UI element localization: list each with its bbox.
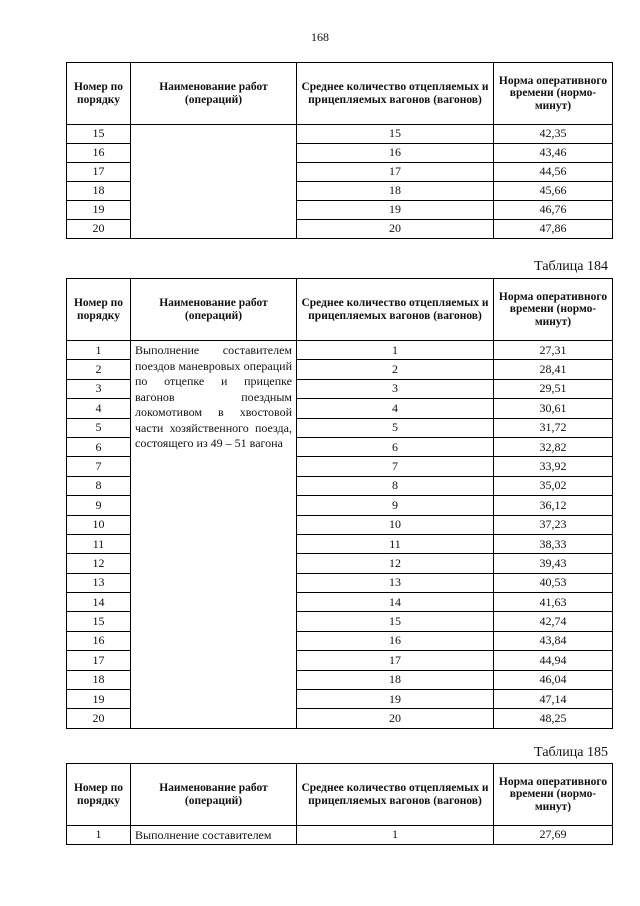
cell-norm-time: 28,41 <box>494 360 613 379</box>
cell-norm-time: 42,74 <box>494 612 613 631</box>
cell-wagon-count: 17 <box>297 163 494 182</box>
cell-wagon-count: 19 <box>297 690 494 709</box>
cell-row-number: 1 <box>67 341 131 360</box>
cell-norm-time: 31,72 <box>494 418 613 437</box>
header-work: Наименование работ (операций) <box>131 63 297 125</box>
cell-wagon-count: 12 <box>297 554 494 573</box>
cell-wagon-count: 5 <box>297 418 494 437</box>
cell-row-number: 1 <box>67 826 131 845</box>
cell-wagon-count: 13 <box>297 573 494 592</box>
header-num: Номер по порядку <box>67 279 131 341</box>
table-body <box>67 341 613 729</box>
cell-row-number: 18 <box>67 182 131 201</box>
header-norm: Норма оперативного времени (нормо-минут) <box>494 764 613 826</box>
cell-wagon-count: 16 <box>297 631 494 650</box>
cell-norm-time: 29,51 <box>494 379 613 398</box>
page-number: 168 <box>311 30 329 44</box>
cell-wagon-count: 9 <box>297 496 494 515</box>
cell-norm-time: 36,12 <box>494 496 613 515</box>
table-row <box>67 826 613 845</box>
cell-norm-time: 30,61 <box>494 399 613 418</box>
cell-row-number: 11 <box>67 534 131 553</box>
cell-wagon-count: 11 <box>297 534 494 553</box>
cell-row-number: 5 <box>67 418 131 437</box>
cell-norm-time: 46,76 <box>494 201 613 220</box>
cell-wagon-count: 20 <box>297 220 494 239</box>
cell-row-number: 2 <box>67 360 131 379</box>
header-num: Номер по порядку <box>67 764 131 826</box>
cell-row-number: 4 <box>67 399 131 418</box>
table-caption-184: Таблица 184 <box>534 259 608 274</box>
table-body <box>67 826 613 845</box>
cell-norm-time: 43,84 <box>494 631 613 650</box>
cell-norm-time: 47,86 <box>494 220 613 239</box>
cell-row-number: 9 <box>67 496 131 515</box>
header-wagons: Среднее количество отцепляемых и прицепляемых вагонов (вагонов) <box>297 63 494 125</box>
cell-norm-time: 45,66 <box>494 182 613 201</box>
cell-norm-time: 38,33 <box>494 534 613 553</box>
cell-norm-time: 47,14 <box>494 690 613 709</box>
cell-norm-time: 41,63 <box>494 593 613 612</box>
table-caption-185: Таблица 185 <box>534 745 608 760</box>
cell-row-number: 10 <box>67 515 131 534</box>
cell-norm-time: 35,02 <box>494 476 613 495</box>
cell-wagon-count: 10 <box>297 515 494 534</box>
header-wagons: Среднее количество отцепляемых и прицепляемых вагонов (вагонов) <box>297 279 494 341</box>
header-num: Номер по порядку <box>67 63 131 125</box>
header-work: Наименование работ (операций) <box>131 764 297 826</box>
cell-operation: Выполнение составителем <box>131 826 297 845</box>
table-header-row <box>67 279 613 341</box>
cell-wagon-count: 18 <box>297 182 494 201</box>
cell-norm-time: 40,53 <box>494 573 613 592</box>
table-header-row <box>67 63 613 125</box>
cell-operation: Выполнение составителем поездов маневровых операций по отцепке и прицепке вагонов поездным локомотивом в хвостовой части хозяйственного поезда, состоящего из 49 – 51 вагона <box>131 341 297 729</box>
cell-row-number: 17 <box>67 163 131 182</box>
cell-norm-time: 48,25 <box>494 709 613 728</box>
cell-norm-time: 27,31 <box>494 341 613 360</box>
cell-row-number: 16 <box>67 144 131 163</box>
cell-row-number: 19 <box>67 690 131 709</box>
cell-norm-time: 37,23 <box>494 515 613 534</box>
norms-table-185 <box>66 763 613 845</box>
cell-wagon-count: 17 <box>297 651 494 670</box>
cell-row-number: 17 <box>67 651 131 670</box>
header-norm: Норма оперативного времени (нормо-минут) <box>494 279 613 341</box>
cell-wagon-count: 4 <box>297 399 494 418</box>
header-norm: Норма оперативного времени (нормо-минут) <box>494 63 613 125</box>
cell-row-number: 19 <box>67 201 131 220</box>
cell-wagon-count: 19 <box>297 201 494 220</box>
cell-wagon-count: 20 <box>297 709 494 728</box>
cell-operation <box>131 125 297 239</box>
norms-table-184 <box>66 278 613 729</box>
cell-row-number: 3 <box>67 379 131 398</box>
table-row <box>67 341 613 360</box>
cell-row-number: 16 <box>67 631 131 650</box>
cell-norm-time: 43,46 <box>494 144 613 163</box>
cell-row-number: 15 <box>67 125 131 144</box>
cell-row-number: 6 <box>67 437 131 456</box>
cell-row-number: 20 <box>67 709 131 728</box>
cell-wagon-count: 16 <box>297 144 494 163</box>
cell-row-number: 7 <box>67 457 131 476</box>
cell-row-number: 14 <box>67 593 131 612</box>
table-header-row <box>67 764 613 826</box>
cell-wagon-count: 1 <box>297 826 494 845</box>
cell-wagon-count: 1 <box>297 341 494 360</box>
cell-norm-time: 27,69 <box>494 826 613 845</box>
cell-wagon-count: 15 <box>297 612 494 631</box>
cell-wagon-count: 7 <box>297 457 494 476</box>
cell-row-number: 13 <box>67 573 131 592</box>
cell-norm-time: 32,82 <box>494 437 613 456</box>
cell-row-number: 20 <box>67 220 131 239</box>
table-body <box>67 125 613 239</box>
cell-wagon-count: 6 <box>297 437 494 456</box>
header-wagons: Среднее количество отцепляемых и прицепляемых вагонов (вагонов) <box>297 764 494 826</box>
cell-wagon-count: 14 <box>297 593 494 612</box>
header-work: Наименование работ (операций) <box>131 279 297 341</box>
cell-norm-time: 33,92 <box>494 457 613 476</box>
cell-row-number: 15 <box>67 612 131 631</box>
table-row <box>67 125 613 144</box>
cell-row-number: 12 <box>67 554 131 573</box>
cell-norm-time: 39,43 <box>494 554 613 573</box>
cell-wagon-count: 15 <box>297 125 494 144</box>
cell-norm-time: 44,94 <box>494 651 613 670</box>
cell-wagon-count: 2 <box>297 360 494 379</box>
cell-row-number: 18 <box>67 670 131 689</box>
cell-wagon-count: 8 <box>297 476 494 495</box>
cell-row-number: 8 <box>67 476 131 495</box>
norms-table-continued <box>66 62 613 239</box>
cell-norm-time: 42,35 <box>494 125 613 144</box>
cell-norm-time: 44,56 <box>494 163 613 182</box>
cell-wagon-count: 3 <box>297 379 494 398</box>
cell-norm-time: 46,04 <box>494 670 613 689</box>
cell-wagon-count: 18 <box>297 670 494 689</box>
